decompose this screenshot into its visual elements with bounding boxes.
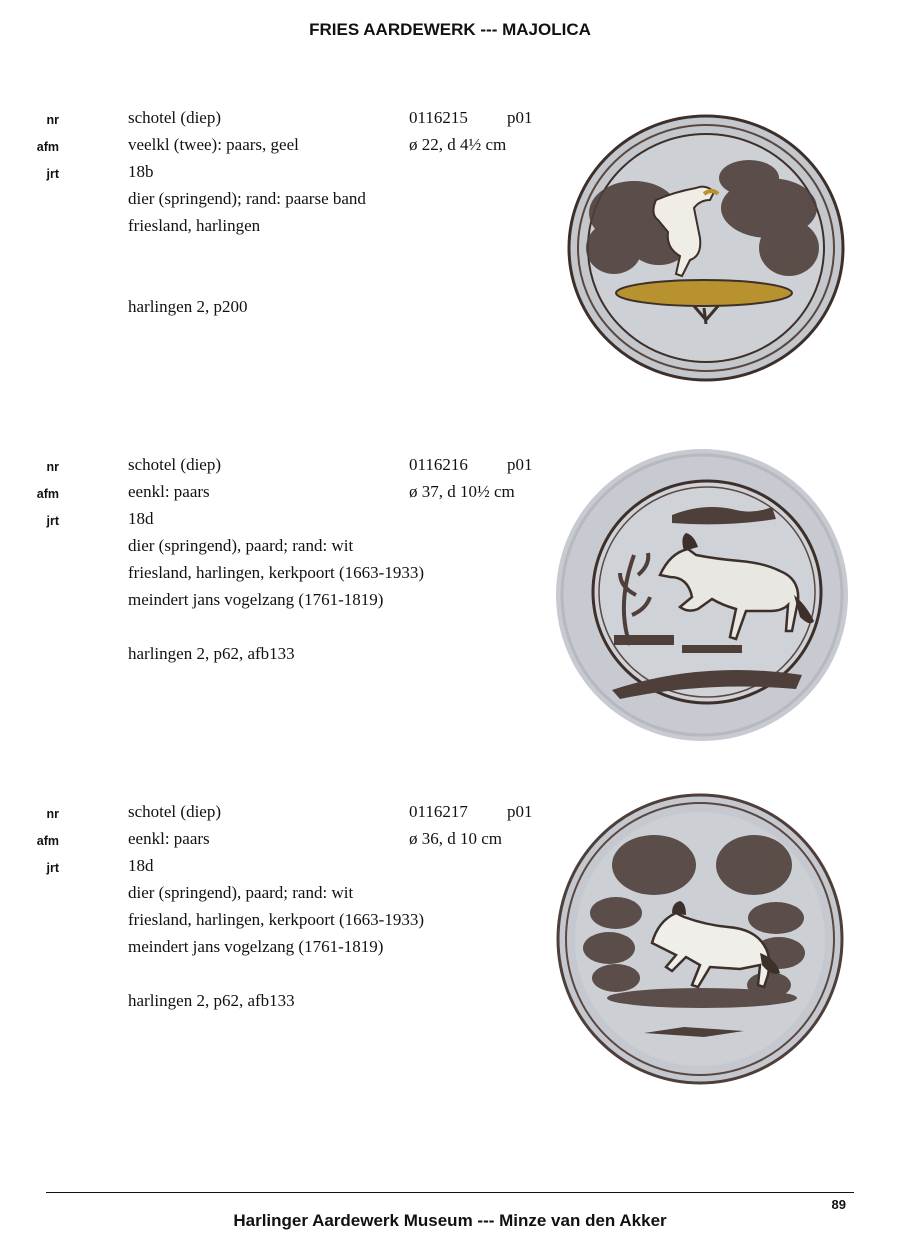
page-footer: Harlinger Aardewerk Museum --- Minze van den Akker <box>233 1211 667 1230</box>
field-row-voorbeeld <box>0 270 560 297</box>
field-row-voorbeeld <box>0 617 560 644</box>
field-row-fabrikaat <box>0 910 560 937</box>
label-afm: afm <box>36 487 59 501</box>
plate-photo-3 <box>554 793 850 1089</box>
value-datering: 18d <box>128 856 154 875</box>
value-afm: ø 36, d 10 cm <box>409 829 503 848</box>
value-datering: 18d <box>128 509 154 528</box>
value-literatuur: harlingen 2, p200 <box>128 297 248 316</box>
value-afm: ø 37, d 10½ cm <box>409 482 515 501</box>
value-schilder: meindert jans vogelzang (1761-1819) <box>128 937 384 956</box>
field-row-opschrift <box>0 698 560 725</box>
page-number: 89 <box>831 1197 846 1212</box>
value-voorwerp: schotel (diep) <box>128 802 221 821</box>
field-row-schilder <box>0 590 560 617</box>
value-code: p01 <box>507 802 533 821</box>
value-code: p01 <box>507 455 533 474</box>
field-row-voorstelling <box>0 189 560 216</box>
label-jrt: jrt <box>46 861 59 875</box>
value-literatuur: harlingen 2, p62, afb133 <box>128 991 295 1010</box>
field-row-voorwerp <box>0 802 560 829</box>
value-nr: 0116217 <box>409 802 468 821</box>
value-voorstelling: dier (springend), paard; rand: wit <box>128 883 354 902</box>
value-fabrikaat: friesland, harlingen, kerkpoort (1663-1933) <box>128 563 424 582</box>
value-schilder: meindert jans vogelzang (1761-1819) <box>128 590 384 609</box>
field-row-voorwerp <box>0 455 560 482</box>
value-nr: 0116216 <box>409 455 468 474</box>
label-jrt: jrt <box>46 167 59 181</box>
value-fabrikaat: friesland, harlingen, kerkpoort (1663-1933) <box>128 910 424 929</box>
label-afm: afm <box>36 834 59 848</box>
field-row-kleur <box>0 135 560 162</box>
value-datering: 18b <box>128 162 154 181</box>
field-row-opschrift <box>0 351 560 378</box>
plate-photo-1 <box>564 108 854 383</box>
field-row-fabrikaat <box>0 216 560 243</box>
value-fabrikaat: friesland, harlingen <box>128 216 261 235</box>
field-row-fabrikaat <box>0 563 560 590</box>
field-row-kleur <box>0 829 560 856</box>
value-literatuur: harlingen 2, p62, afb133 <box>128 644 295 663</box>
value-nr: 0116215 <box>409 108 468 127</box>
value-voorwerp: schotel (diep) <box>128 108 221 127</box>
value-voorstelling: dier (springend); rand: paarse band <box>128 189 366 208</box>
label-nr: nr <box>46 113 59 127</box>
field-row-opschrift <box>0 1045 560 1072</box>
field-row-voorbeeld <box>0 964 560 991</box>
field-row-datering <box>0 509 560 536</box>
field-row-opmerking <box>0 1018 560 1045</box>
value-afm: ø 22, d 4½ cm <box>409 135 507 154</box>
value-voorstelling: dier (springend), paard; rand: wit <box>128 536 354 555</box>
footer-rule <box>46 1192 854 1193</box>
field-row-opmerking <box>0 324 560 351</box>
field-row-voorwerp <box>0 108 560 135</box>
label-jrt: jrt <box>46 514 59 528</box>
field-row-voorstelling <box>0 536 560 563</box>
label-afm: afm <box>36 140 59 154</box>
field-row-voorstelling <box>0 883 560 910</box>
page-header: FRIES AARDEWERK --- MAJOLICA <box>309 20 591 39</box>
field-row-literatuur <box>0 644 560 671</box>
field-row-datering <box>0 856 560 883</box>
value-voorwerp: schotel (diep) <box>128 455 221 474</box>
value-code: p01 <box>507 108 533 127</box>
value-kleur: eenkl: paars <box>128 829 210 848</box>
value-kleur: veelkl (twee): paars, geel <box>128 135 299 154</box>
field-row-literatuur <box>0 297 560 324</box>
plate-photo-2 <box>552 445 852 745</box>
value-kleur: eenkl: paars <box>128 482 210 501</box>
field-row-kleur <box>0 482 560 509</box>
field-row-literatuur <box>0 991 560 1018</box>
field-row-datering <box>0 162 560 189</box>
field-row-opmerking <box>0 671 560 698</box>
field-row-schilder <box>0 243 560 270</box>
label-nr: nr <box>46 460 59 474</box>
field-row-schilder <box>0 937 560 964</box>
label-nr: nr <box>46 807 59 821</box>
